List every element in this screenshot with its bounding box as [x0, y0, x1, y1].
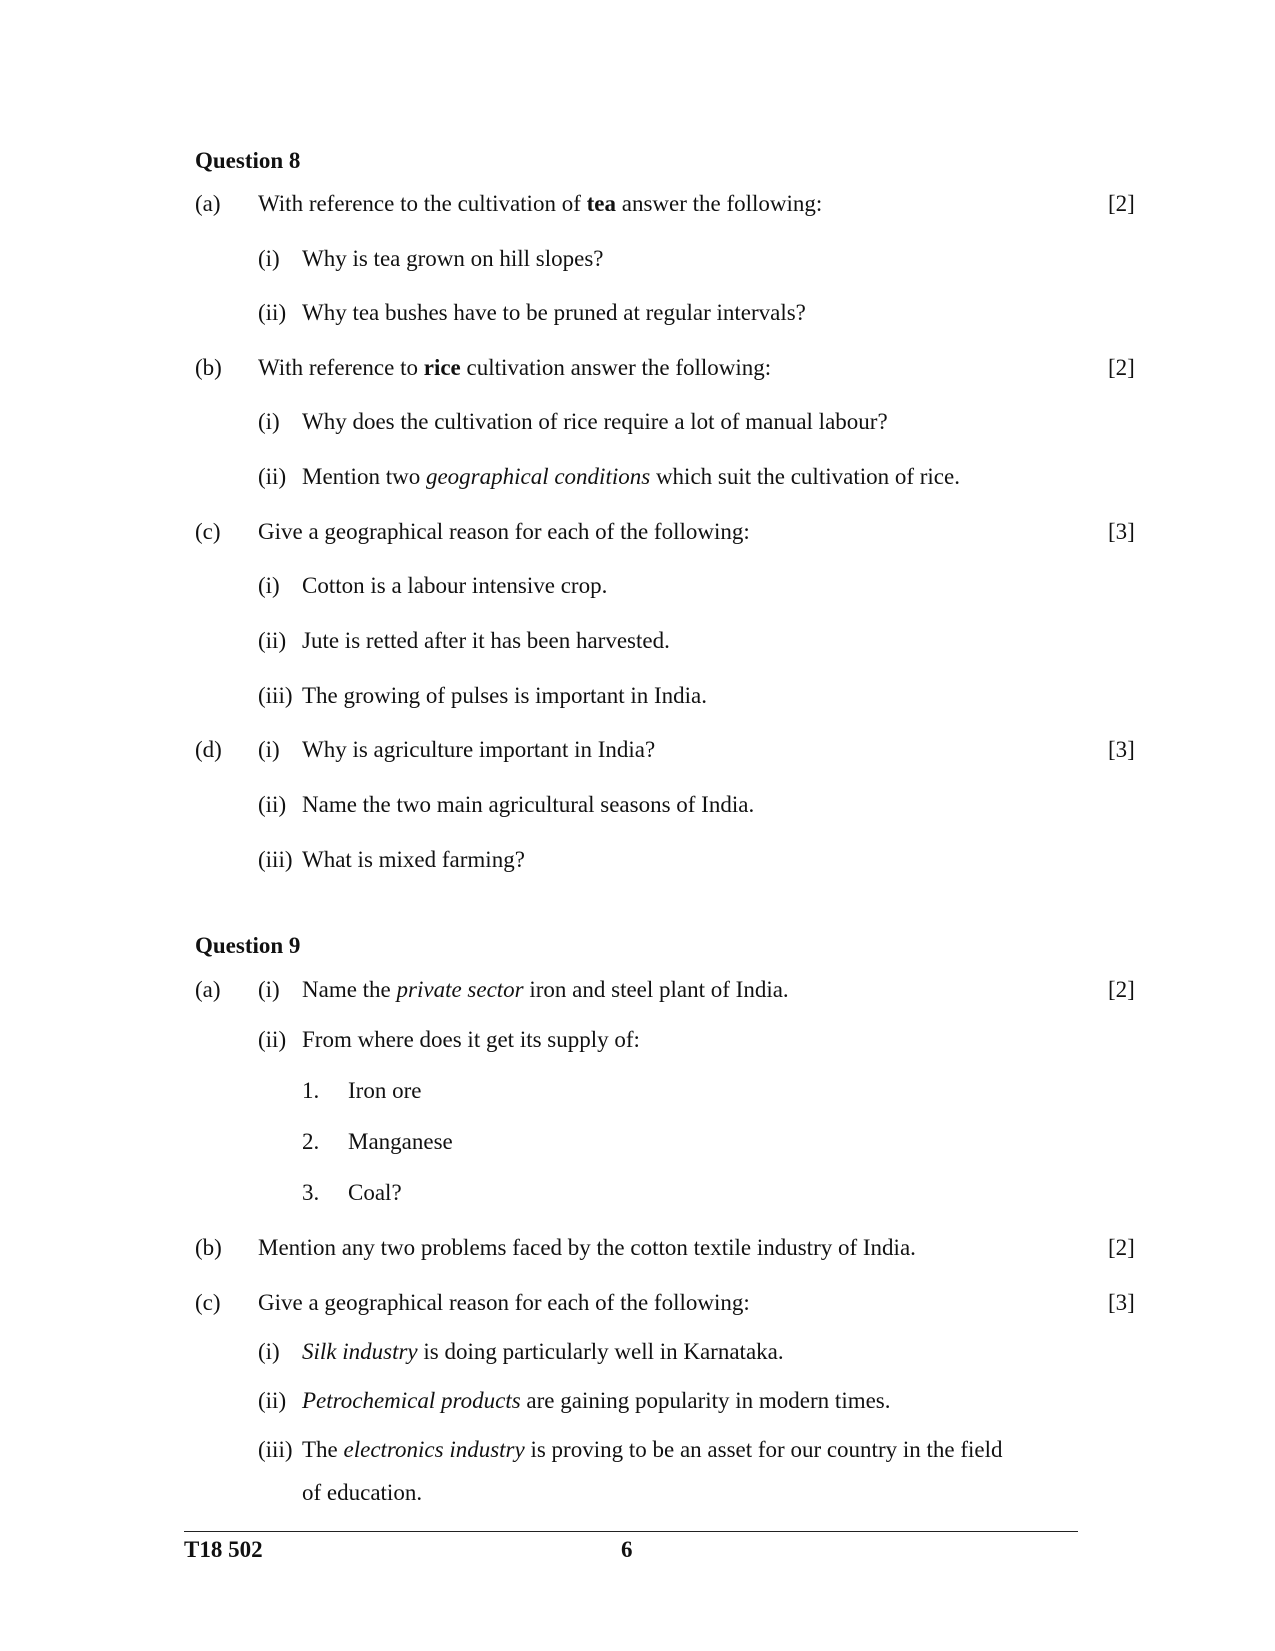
q9c-ii-text: Petrochemical products are gaining popularity in modern times. [302, 1388, 891, 1413]
q9c-ii-label: (ii) [258, 1388, 287, 1413]
q8d-i-label: (i) [258, 737, 280, 762]
q9c-marks: [3] [1108, 1290, 1135, 1315]
q8a-text: With reference to the cultivation of tea answer the following: [258, 191, 823, 216]
paper-code: T18 502 [184, 1537, 263, 1562]
q8d-ii-label: (ii) [258, 792, 287, 817]
q8d-i-text: Why is agriculture important in India? [302, 737, 656, 762]
q8a-label: (a) [195, 191, 221, 216]
footer-rule [184, 1531, 1078, 1532]
q8d-marks: [3] [1108, 737, 1135, 762]
q9c-iii-label: (iii) [258, 1437, 293, 1462]
q8c-iii-text: The growing of pulses is important in India. [302, 683, 707, 708]
q9c-i-label: (i) [258, 1339, 280, 1364]
q8a-ii-label: (ii) [258, 300, 287, 325]
q8b-marks: [2] [1108, 355, 1135, 380]
q8d-iii-label: (iii) [258, 847, 293, 872]
q8b-i-label: (i) [258, 409, 280, 434]
q9c-label: (c) [195, 1290, 221, 1315]
q9c-iii-text-cont: of education. [302, 1480, 423, 1505]
q8a-marks: [2] [1108, 191, 1135, 216]
q9b-label: (b) [195, 1235, 222, 1260]
q9a-item-2-text: Manganese [348, 1129, 453, 1154]
q9b-text: Mention any two problems faced by the cotton textile industry of India. [258, 1235, 916, 1260]
q9c-text: Give a geographical reason for each of the following: [258, 1290, 750, 1315]
q8c-iii-label: (iii) [258, 683, 293, 708]
q8c-ii-text: Jute is retted after it has been harvested. [302, 628, 670, 653]
q8a-ii-text: Why tea bushes have to be pruned at regular intervals? [302, 300, 806, 325]
q9c-iii-text: The electronics industry is proving to be an asset for our country in the field [302, 1437, 1003, 1462]
q8d-ii-text: Name the two main agricultural seasons of India. [302, 792, 755, 817]
q9b-marks: [2] [1108, 1235, 1135, 1260]
q8d-label: (d) [195, 737, 222, 762]
q8c-i-label: (i) [258, 573, 280, 598]
question-8-heading: Question 8 [195, 148, 301, 173]
q9a-i-label: (i) [258, 977, 280, 1002]
q9a-item-1-text: Iron ore [348, 1078, 422, 1103]
q8c-text: Give a geographical reason for each of the following: [258, 519, 750, 544]
question-9-heading: Question 9 [195, 933, 301, 958]
q8b-label: (b) [195, 355, 222, 380]
q8b-ii-text: Mention two geographical conditions which suit the cultivation of rice. [302, 464, 960, 489]
q9a-i-text: Name the private sector iron and steel plant of India. [302, 977, 789, 1002]
q8b-i-text: Why does the cultivation of rice require a lot of manual labour? [302, 409, 888, 434]
q8b-text: With reference to rice cultivation answer the following: [258, 355, 772, 380]
q9a-ii-label: (ii) [258, 1027, 287, 1052]
q9a-marks: [2] [1108, 977, 1135, 1002]
q8c-marks: [3] [1108, 519, 1135, 544]
q9a-item-2-num: 2. [302, 1129, 320, 1154]
q8c-label: (c) [195, 519, 221, 544]
q8a-i-text: Why is tea grown on hill slopes? [302, 246, 604, 271]
q8b-ii-label: (ii) [258, 464, 287, 489]
q9c-i-text: Silk industry is doing particularly well in Karnataka. [302, 1339, 784, 1364]
q9a-item-3-text: Coal? [348, 1180, 402, 1205]
q9a-item-3-num: 3. [302, 1180, 320, 1205]
q9a-item-1-num: 1. [302, 1078, 320, 1103]
q8d-iii-text: What is mixed farming? [302, 847, 525, 872]
q8a-i-label: (i) [258, 246, 280, 271]
q8c-ii-label: (ii) [258, 628, 287, 653]
q9a-label: (a) [195, 977, 221, 1002]
q8c-i-text: Cotton is a labour intensive crop. [302, 573, 608, 598]
page-number: 6 [621, 1537, 633, 1562]
q9a-ii-text: From where does it get its supply of: [302, 1027, 640, 1052]
